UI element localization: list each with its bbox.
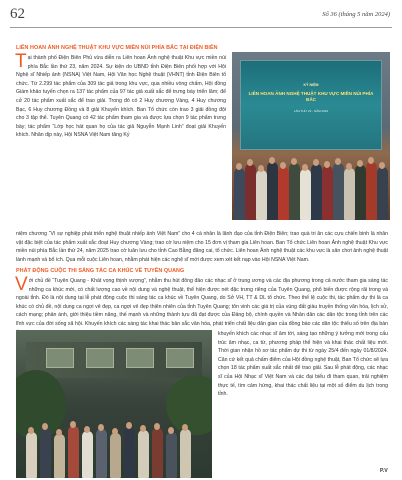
dropcap-t: T — [15, 51, 27, 72]
exhibition-visitors-photo — [16, 330, 212, 478]
festival-group-photo — [232, 52, 390, 220]
display-board — [126, 348, 154, 368]
display-board — [46, 348, 74, 368]
section1-text-a: ại thành phố Điện Biên Phủ vừa diễn ra Liên hoan Ảnh nghệ thuật Khu vực miền núi phía Bắc lần thứ 23, năm 2024. Sự kiện do UBND tỉnh Điện Biên phối hợp với Hội Nghệ sĩ Nhiếp ảnh (NSNA) Việt Nam, Hội Văn học Nghệ thuật (VHNT) tỉnh Điện Biên tổ chức. Từ 2.299 tác phẩm của 309 tác giả trong khu vực, qua nhiều vòng chấm, Hội đồng Giám khảo tuyển chọn ra 137 tác phẩm của 97 tác giả xuất sắc để trưng bày triển lãm; để cử 20 tác phẩm xuất sắc để trao giải. Trong đó có 2 Huy chương Vàng, 4 Huy chương Bạc, 6 Huy chương Đồng và 8 giải Khuyến khích. Ban Tổ chức còn trao 3 giải đồng đội cho 3 tập thể. Tuyên Quang có 42 tác phẩm tham gia và được lựa chọn 9 tác phẩm trưng bày; tác phẩm “Lớp học hát quan họ của tác giả Nguyễn Mạnh Linh” đoạt giải Khuyến khích. Nhân dịp này, Hội NSNA Việt Nam tăng Kỷ — [16, 55, 226, 139]
banner-title-text: LIÊN HOAN ẢNH NGHỆ THUẬT KHU VỰC MIỀN NÚI PHÍA BẮC — [248, 91, 374, 102]
section1-paragraph-start — [15, 51, 226, 232]
section-title-photo-festival: LIÊN HOAN ẢNH NGHỆ THUẬT KHU VỰC MIỀN NÚI PHÍA BẮC TẠI ĐIỆN BIÊN — [16, 45, 218, 51]
header-divider — [10, 27, 392, 28]
display-board — [86, 348, 114, 368]
banner-sub-text: LẦN THỨ 23 - NĂM 2024 — [293, 109, 329, 113]
author-signature: P.V — [380, 468, 388, 474]
section2-text-a: ới chủ đề “Tuyên Quang - Khát vọng thịnh vượng”, nhằm thu hút đông đảo các nhạc sĩ ở trung ương và các địa phương trong cả nước tham gia sáng tác những ca khúc mới, có chất lượng cao về nội dung và nghệ thuật, thể hiện được nét đặc trưng riêng của Tuyên Quang, phổ biến được rộng rãi trong và ngoài tỉnh. Đó là nội dung tại lễ phát động cuộc thi sáng tác ca khúc về Tuyên Quang, do Sở VH, TT & DL tổ chức. Theo thể lệ cuộc thi, tác phẩm dự thi là ca khúc có chủ đề, nội dung ca ngợi vẻ đẹp, ca ngợi vẻ đẹp thiên nhiên của tỉnh Tuyên Quang; tôn vinh các giá trị của vùng đất giàu truyền thống văn hóa, lịch sử, cách mạng; phản ánh, giới thiệu tiềm năng, thế mạnh và những thành tựu đã đạt được của Đảng bộ, chính quyền và Nhân dân các dân tộc trong tỉnh trên các lĩnh vực của đời sống xã hội. Khuyến khích các sáng tác khai thác bản sắc văn hóa, phát triển chất liệu dân gian của đồng bào các dân tộc thiểu số trên địa bàn — [16, 278, 388, 327]
page-number: 62 — [10, 6, 25, 22]
issue-label: Số 36 (tháng 5 năm 2024) — [322, 11, 390, 18]
visitors-group — [16, 404, 212, 478]
stage-backdrop — [240, 60, 382, 150]
section1-paragraph-end: niệm chương “Vì sự nghiệp phát triển nghệ thuật nhiếp ảnh Việt Nam” cho 4 cá nhân là lãnh đạo của tỉnh Điện Biên; trao quà tri ân các cựu chiến binh là nhân vật đặc biệt của tác phẩm xuất sắc đoạt Huy chương Vàng; trao cờ lưu niệm cho 15 đơn vị tham gia Liên hoan. Ban Tổ chức Liên hoan Ảnh nghệ thuật Khu vực miền núi phía Bắc lần thứ 24, năm 2025 trao cờ luân lưu cho tỉnh Cao Bằng đăng cai, tổ chức. Liên hoan Ảnh nghệ thuật các khu vực là sân chơi ảnh nghệ thuật lành mạnh và bổ ích. Qua mỗi cuộc Liên hoan, nhằm phát hiện các nghệ sĩ mới được xem xét kết nạp vào Hội NSNA Việt Nam. — [16, 231, 388, 263]
section2-paragraph-end: khuyến khích các nhạc sĩ âm tới, sáng tạo những ý tưởng mới trong cấu trúc âm nhạc, ca từ, phương pháp thể hiện và khai thác chất liệu mới. Thời gian nhận hồ sơ tác phẩm dự thi từ ngày 25/4 đến ngày 01/8/2024. Căn cứ kết quả chấm điểm của Hội đồng nghệ thuật, Ban Tổ chức sẽ lựa chọn 18 tác phẩm xuất sắc nhất để trao giải. Sau lễ phát động, các nhạc sĩ của Hội Nhạc sĩ Việt Nam và các đại biểu đi tham quan, trải nghiệm thực tế, tìm cảm hứng, khai thác chất liệu tại một số điểm du lịch trong tỉnh. — [218, 331, 388, 398]
section2-paragraph-start — [15, 274, 388, 337]
crowd-of-people — [232, 146, 390, 220]
dropcap-v: V — [15, 274, 28, 295]
banner-small-text: KỶ NIỆM — [303, 83, 319, 87]
display-board — [166, 348, 194, 368]
section-title-song-contest: PHÁT ĐỘNG CUỘC THI SÁNG TÁC CA KHÚC VỀ TUYÊN QUANG — [16, 268, 185, 274]
